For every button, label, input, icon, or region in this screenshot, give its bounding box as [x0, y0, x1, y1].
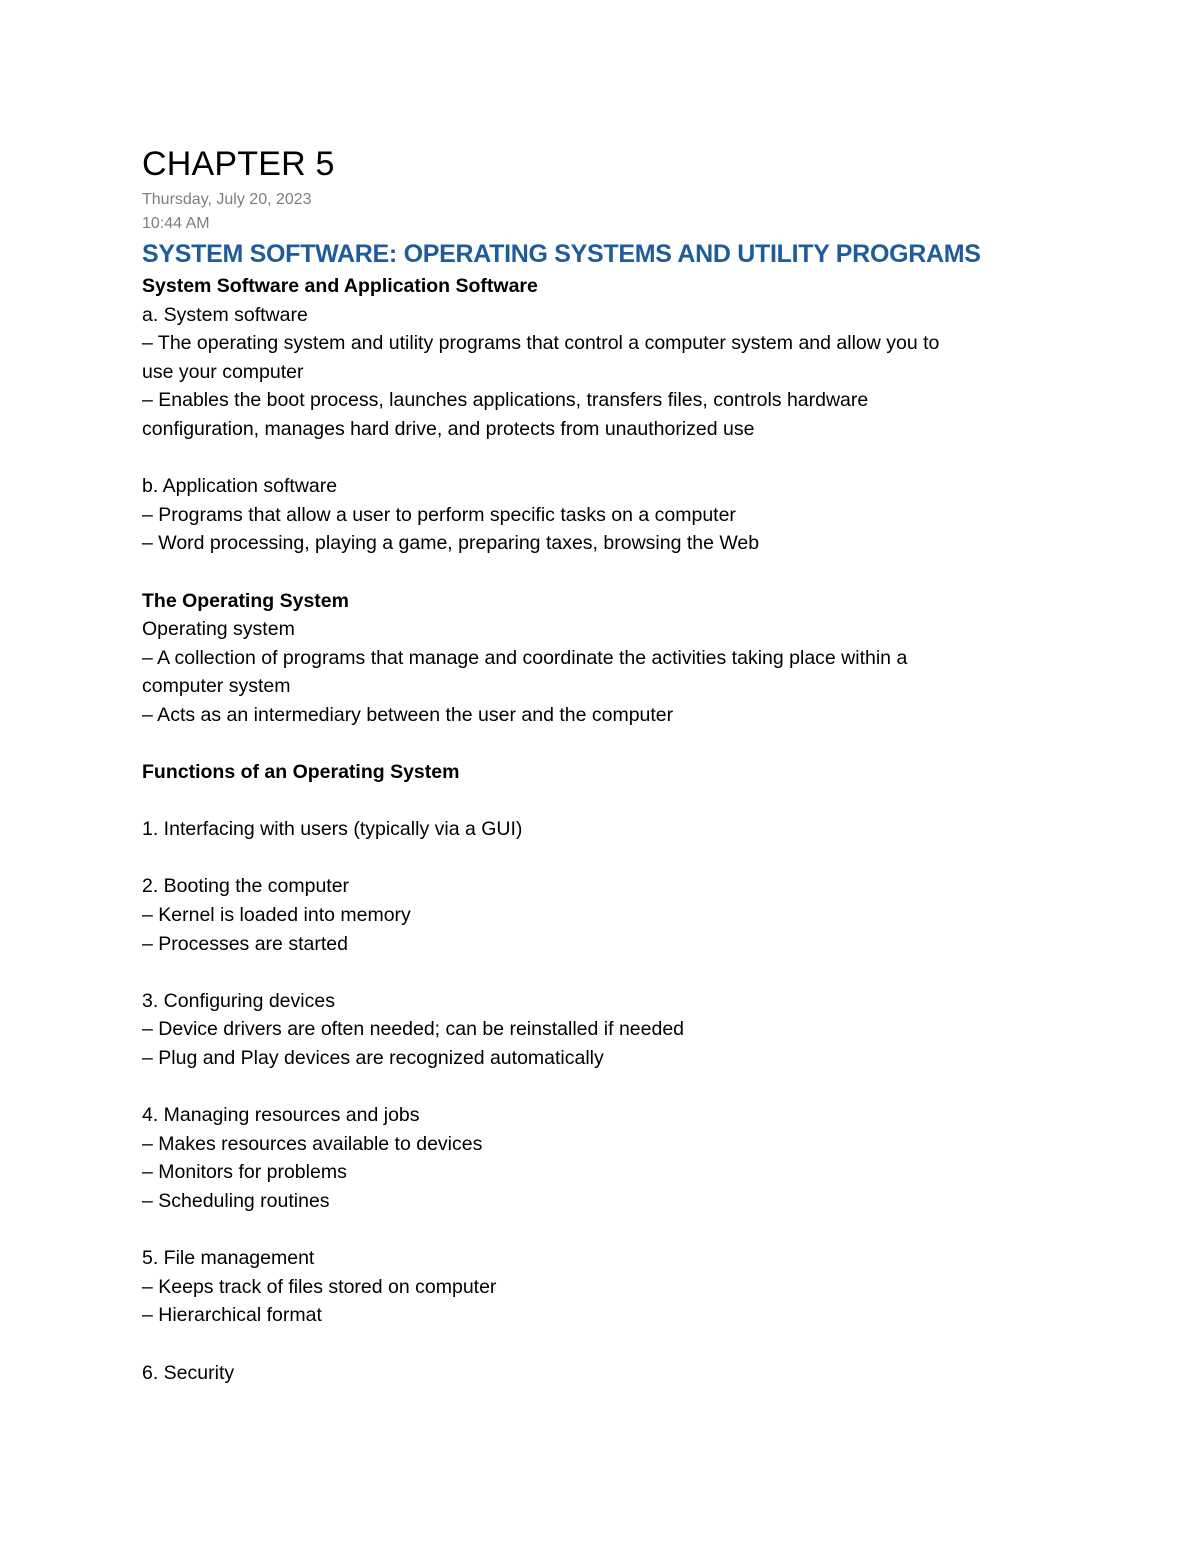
document-page	[142, 140, 1062, 1387]
list-item: – Programs that allow a user to perform specific tasks on a computer	[142, 503, 736, 526]
subheading-system-vs-application: System Software and Application Software	[142, 275, 538, 297]
list-item: – Processes are started	[142, 932, 348, 955]
list-item: Operating system	[142, 618, 295, 641]
spacer	[142, 1073, 1062, 1102]
spacer	[142, 558, 1062, 587]
spacer	[142, 844, 1062, 873]
chapter-title: CHAPTER 5	[142, 145, 335, 183]
list-item: 5. File management	[142, 1247, 315, 1270]
list-item: – Monitors for problems	[142, 1161, 347, 1184]
list-item: – Word processing, playing a game, preparing taxes, browsing the Web	[142, 532, 760, 555]
list-item: 4. Managing resources and jobs	[142, 1104, 420, 1127]
note-date: Thursday, July 20, 2023	[142, 191, 312, 208]
list-item: 2. Booting the computer	[142, 875, 350, 898]
list-item: use your computer	[142, 360, 304, 383]
list-item: configuration, manages hard drive, and protects from unauthorized use	[142, 417, 755, 440]
spacer	[142, 730, 1062, 759]
list-item: 6. Security	[142, 1361, 235, 1384]
list-item: a. System software	[142, 303, 308, 326]
subheading-functions: Functions of an Operating System	[142, 761, 460, 784]
list-item: 1. Interfacing with users (typically via a GUI)	[142, 818, 523, 841]
note-time: 10:44 AM	[142, 215, 210, 232]
list-item: – Acts as an intermediary between the user and the computer	[142, 703, 674, 726]
spacer	[142, 787, 1062, 816]
list-item: b. Application software	[142, 475, 338, 498]
spacer	[142, 444, 1062, 473]
section-heading: SYSTEM SOFTWARE: OPERATING SYSTEMS AND UTILITY PROGRAMS	[142, 240, 981, 268]
list-item: computer system	[142, 675, 291, 698]
subheading-operating-system: The Operating System	[142, 589, 349, 612]
list-item: – Enables the boot process, launches applications, transfers files, controls hardware	[142, 389, 869, 412]
list-item: – Device drivers are often needed; can be reinstalled if needed	[142, 1018, 685, 1041]
list-item: – Plug and Play devices are recognized automatically	[142, 1047, 604, 1070]
list-item: – The operating system and utility programs that control a computer system and allow you to	[142, 332, 940, 355]
list-item: – Kernel is loaded into memory	[142, 904, 411, 927]
spacer	[142, 958, 1062, 987]
list-item: – Makes resources available to devices	[142, 1132, 483, 1155]
list-item: 3. Configuring devices	[142, 989, 335, 1012]
list-item: – Hierarchical format	[142, 1304, 322, 1327]
list-item: – Keeps track of files stored on computer	[142, 1275, 497, 1298]
spacer	[142, 1330, 1062, 1359]
spacer	[142, 1216, 1062, 1245]
list-item: – Scheduling routines	[142, 1190, 330, 1212]
list-item: – A collection of programs that manage and coordinate the activities taking place within a	[142, 646, 908, 669]
